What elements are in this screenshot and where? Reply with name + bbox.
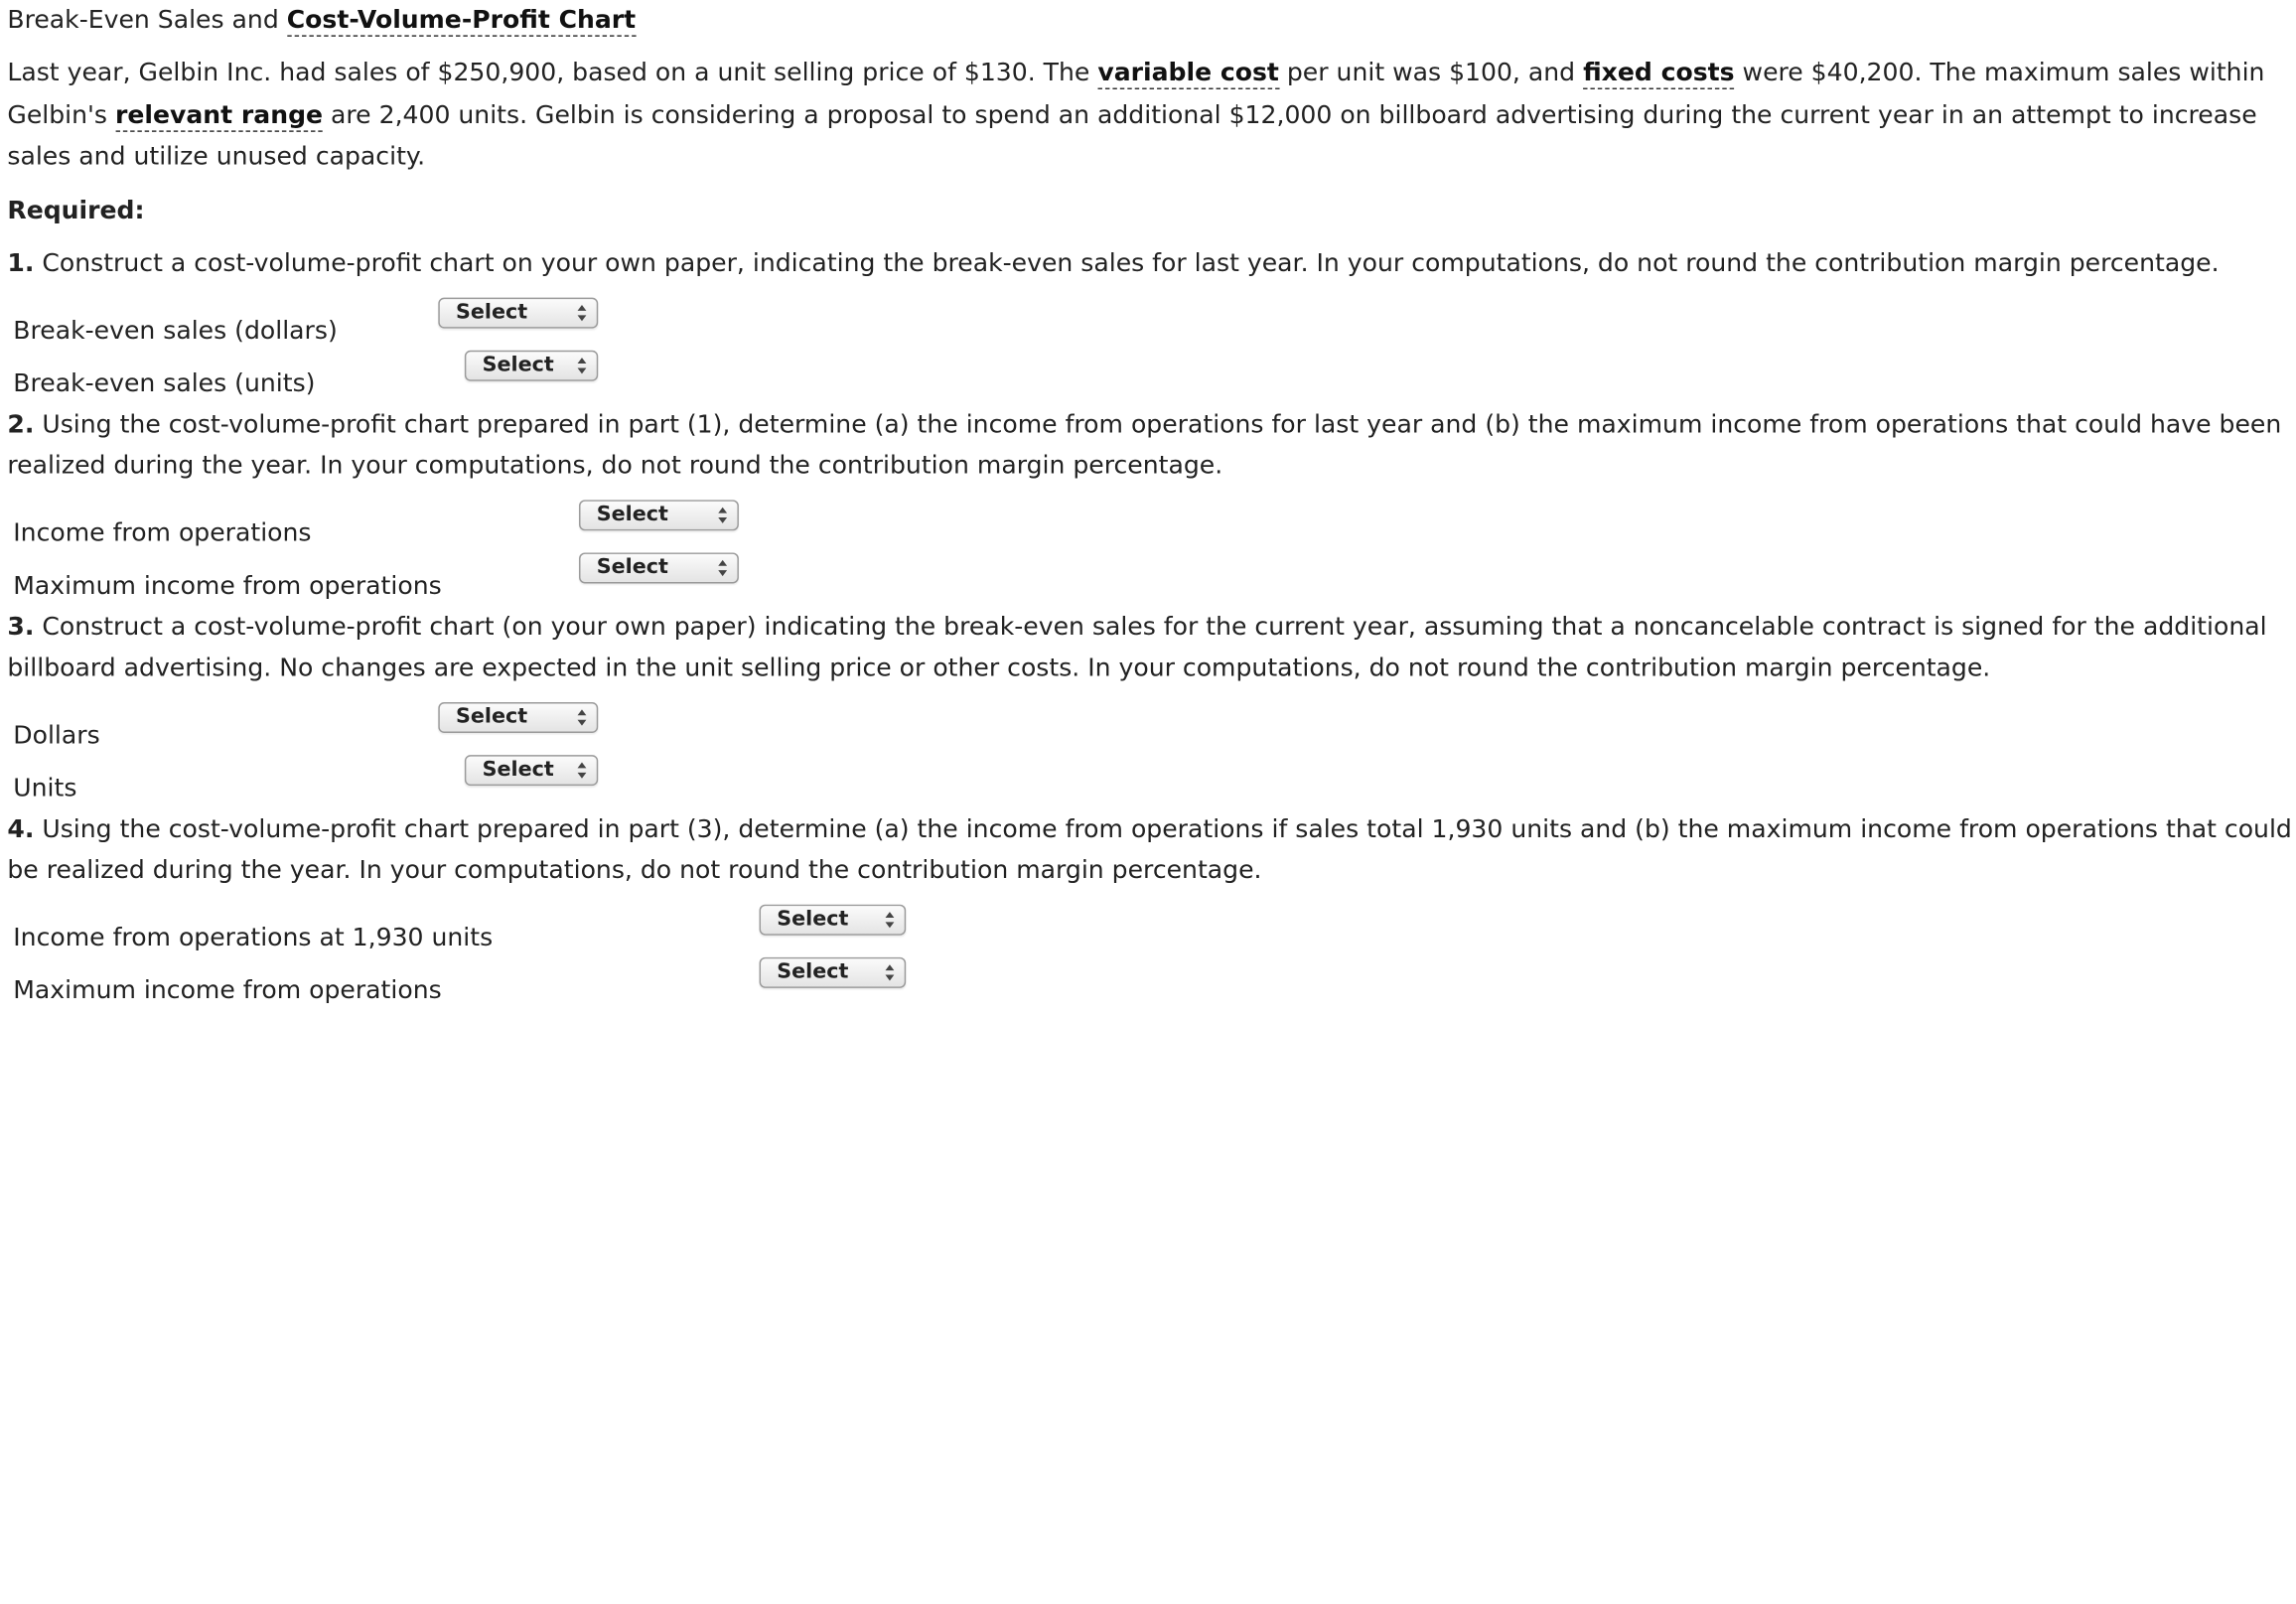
question-text: Using the cost-volume-profit chart prepared in part (3), determine (a) the income from operations if sales total 1,930 units and (b) the maximum income from operations that could be realized during the year. In your computations, do not round the contribution margin percentage. xyxy=(7,813,2292,886)
title-prefix: Break-Even Sales and xyxy=(7,5,279,36)
answer-row-income-at-1930-units xyxy=(7,904,2296,957)
select-arrows-icon xyxy=(576,357,588,375)
question-2 xyxy=(7,404,2296,488)
max-income-from-operations-select[interactable] xyxy=(579,552,739,583)
intro-text-4: are 2,400 units. Gelbin is considering a proposal to spend an additional $12,000 on billboard advertising during the current year in an attempt to increase sales and utilize unused capacity. xyxy=(7,100,2257,172)
answer-label: Break-even sales (units) xyxy=(13,368,316,399)
answer-row-break-even-dollars xyxy=(7,297,2296,351)
glossary-term-cvp-chart[interactable]: Cost-Volume-Profit Chart xyxy=(286,5,637,36)
select-arrows-icon xyxy=(576,707,588,726)
problem-intro xyxy=(7,53,2296,178)
select-value: Select xyxy=(482,758,554,782)
question-3 xyxy=(7,606,2296,689)
question-4 xyxy=(7,808,2296,892)
answer-row-income-from-operations xyxy=(7,500,2296,553)
answer-row-break-even-units xyxy=(7,351,2296,404)
answer-label: Income from operations at 1,930 units xyxy=(13,923,494,952)
answer-label: Maximum income from operations xyxy=(13,571,442,602)
problem-title xyxy=(7,0,2296,41)
select-value: Select xyxy=(777,959,849,984)
answer-row-units xyxy=(7,755,2296,808)
select-arrows-icon xyxy=(576,761,588,780)
answer-row-max-income-from-operations xyxy=(7,552,2296,606)
break-even-units-select[interactable] xyxy=(465,351,598,381)
income-at-1930-units-select[interactable] xyxy=(760,904,907,935)
select-arrows-icon xyxy=(717,558,729,577)
answer-label: Units xyxy=(13,774,77,803)
select-value: Select xyxy=(456,704,528,728)
units-select[interactable] xyxy=(465,755,598,786)
answer-row-dollars xyxy=(7,701,2296,755)
intro-text-1: Last year, Gelbin Inc. had sales of $250,900, based on a unit selling price of $130. The xyxy=(7,59,1090,88)
question-text: Using the cost-volume-profit chart prepared in part (1), determine (a) the income from operations for last year and (b) the maximum income from operations that could have been realized during the year. In your computations, do not round the contribution margin percentage. xyxy=(7,409,2282,482)
question-1 xyxy=(7,243,2296,285)
income-from-operations-select[interactable] xyxy=(579,500,739,530)
break-even-dollars-select[interactable] xyxy=(438,297,598,328)
question-text: Construct a cost-volume-profit chart (on your own paper) indicating the break-even sales for the current year, assuming that a noncancelable contract is signed for the additional billboard advertising. No changes are expected in the unit selling price or other costs. In your computations, do not round the contribution margin percentage. xyxy=(7,612,2267,683)
question-number: 1. xyxy=(7,248,35,279)
select-arrows-icon xyxy=(576,303,588,322)
glossary-term-variable-cost[interactable]: variable cost xyxy=(1097,59,1279,88)
intro-text-2: per unit was $100, and xyxy=(1286,59,1576,88)
answer-row-max-income-current-year xyxy=(7,957,2296,1011)
select-arrows-icon xyxy=(884,963,896,982)
answer-label: Dollars xyxy=(13,720,100,750)
select-value: Select xyxy=(777,906,849,931)
question-number: 2. xyxy=(7,409,35,440)
question-number: 3. xyxy=(7,612,35,642)
answer-label: Maximum income from operations xyxy=(13,976,442,1006)
select-value: Select xyxy=(596,502,668,526)
select-arrows-icon xyxy=(884,910,896,929)
answer-label: Income from operations xyxy=(13,517,312,548)
question-number: 4. xyxy=(7,813,35,844)
select-value: Select xyxy=(456,299,528,324)
select-value: Select xyxy=(482,353,554,377)
glossary-term-relevant-range[interactable]: relevant range xyxy=(115,100,324,130)
intro-text-3: were $40,200. The maximum sales within Gelbin's xyxy=(7,59,2265,130)
select-value: Select xyxy=(596,555,668,580)
question-text: Construct a cost-volume-profit chart on your own paper, indicating the break-even sales for last year. In your computations, do not round the contribution margin percentage. xyxy=(42,248,2220,279)
answer-label: Break-even sales (dollars) xyxy=(13,316,338,346)
max-income-current-year-select[interactable] xyxy=(760,957,907,988)
required-heading: Required: xyxy=(7,196,145,225)
glossary-term-fixed-costs[interactable]: fixed costs xyxy=(1583,59,1735,88)
select-arrows-icon xyxy=(717,505,729,523)
dollars-select[interactable] xyxy=(438,701,598,732)
